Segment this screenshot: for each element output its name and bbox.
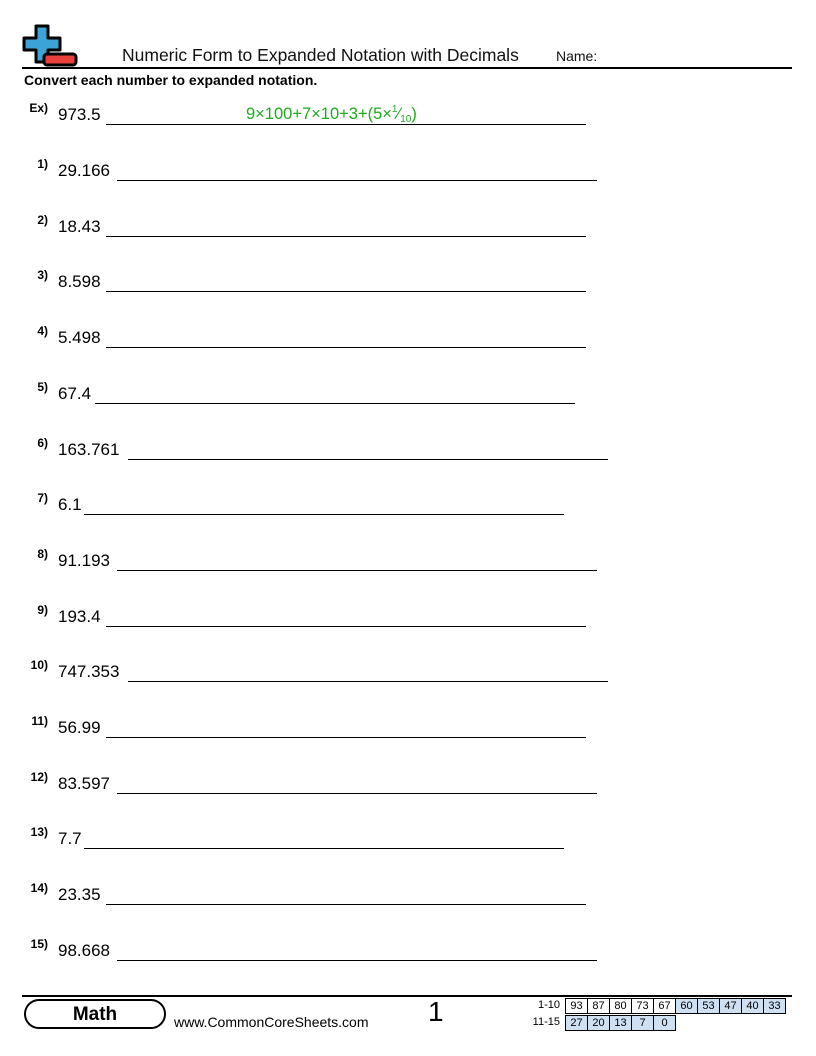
- problem-number: 7.7: [58, 829, 82, 849]
- problem-row: [0, 603, 816, 633]
- footer-divider: [22, 995, 792, 997]
- problem-row: [0, 380, 816, 410]
- problem-label: 1): [37, 157, 48, 171]
- problem-row: [0, 881, 816, 911]
- problem-number: 91.193: [58, 550, 110, 570]
- answer-line[interactable]: [106, 236, 586, 237]
- problem-label: 15): [30, 936, 48, 951]
- score-key-cell: 80: [610, 999, 632, 1014]
- problem-row: [0, 324, 816, 354]
- name-label: Name:: [556, 48, 598, 64]
- score-key-cell: 20: [588, 1016, 610, 1031]
- problem-number: 67.4: [58, 383, 92, 403]
- problem-label: 7): [37, 491, 48, 506]
- problem-label: 8): [37, 546, 48, 561]
- page-number: 1: [428, 996, 444, 1027]
- problem-row: [0, 937, 816, 967]
- example-number: 973.5: [58, 105, 101, 124]
- problem-label: 14): [30, 881, 48, 896]
- problem-number: 8.598: [58, 272, 101, 292]
- answer-line[interactable]: [106, 737, 586, 738]
- answer-line[interactable]: [95, 403, 575, 404]
- instructions: Convert each number to expanded notation.: [24, 72, 318, 88]
- problem-label: 12): [30, 769, 48, 784]
- score-key-label-1: 1-10: [537, 999, 560, 1011]
- answer-line[interactable]: [117, 180, 597, 181]
- score-key-cell: 13: [610, 1016, 632, 1031]
- problem-row: [0, 213, 816, 243]
- problem-row: [0, 658, 816, 688]
- answer-line[interactable]: [106, 904, 586, 905]
- problem-label: 3): [37, 268, 48, 283]
- score-key-row-1: [565, 998, 786, 1014]
- score-key-cell: 67: [654, 999, 676, 1014]
- plus-minus-logo-icon: [22, 22, 80, 68]
- score-key-cell: 60: [676, 999, 698, 1014]
- answer-line[interactable]: [117, 793, 597, 794]
- score-key-cell: 87: [588, 999, 610, 1014]
- problem-row: [0, 714, 816, 744]
- score-key-cell: 47: [720, 999, 742, 1014]
- problem-number: 29.166: [58, 161, 110, 180]
- problem-number: 23.35: [58, 885, 101, 905]
- problem-row: [0, 268, 816, 298]
- problem-row: [0, 547, 816, 577]
- problem-number: 18.43: [58, 216, 101, 236]
- problem-label: 2): [37, 212, 48, 227]
- score-key-cell: 0: [654, 1016, 676, 1031]
- problem-row: [0, 825, 816, 855]
- problem-number: 98.668: [58, 940, 110, 960]
- answer-line[interactable]: [84, 514, 564, 515]
- score-key-cell: 53: [698, 999, 720, 1014]
- answer-line[interactable]: [128, 681, 608, 682]
- problem-label: 4): [37, 324, 48, 339]
- score-key-cell: 33: [764, 999, 786, 1014]
- problem-number: 193.4: [58, 606, 101, 626]
- score-key-cell: 93: [566, 999, 588, 1014]
- problem-row: [0, 436, 816, 466]
- problem-label: 5): [37, 379, 48, 394]
- problem-number: 163.761: [58, 439, 120, 459]
- score-key-label-2: 11-15: [532, 1016, 560, 1028]
- score-key-cell: 7: [632, 1016, 654, 1031]
- site-url: www.CommonCoreSheets.com: [174, 1014, 369, 1030]
- problem-label: 13): [30, 825, 48, 840]
- answer-line[interactable]: [106, 291, 586, 292]
- answer-line[interactable]: [128, 459, 608, 460]
- score-key-cell: 27: [566, 1016, 588, 1031]
- answer-line[interactable]: [106, 347, 586, 348]
- problem-number: 5.498: [58, 328, 101, 348]
- problem-number: 747.353: [58, 662, 120, 682]
- score-key-row-2: [565, 1015, 676, 1031]
- example-label: Ex): [29, 101, 48, 115]
- page-title: Numeric Form to Expanded Notation with Decimals: [122, 45, 519, 65]
- problem-row: [0, 770, 816, 800]
- header-divider: [22, 67, 792, 69]
- score-key-cell: 40: [742, 999, 764, 1014]
- problem-label: 9): [37, 602, 48, 617]
- problem-number: 56.99: [58, 718, 101, 737]
- answer-line[interactable]: [106, 626, 586, 627]
- answer-line[interactable]: [84, 848, 564, 849]
- problem-label: 6): [37, 435, 48, 450]
- problem-row: [0, 157, 816, 187]
- problem-number: 6.1: [58, 495, 82, 515]
- problem-label: 10): [30, 658, 48, 673]
- answer-line[interactable]: [117, 570, 597, 571]
- answer-line[interactable]: [117, 960, 597, 961]
- problem-number: 83.597: [58, 773, 110, 793]
- example-answer: $9\times 100+7\times 10+3+(5\times^1⁄_{10})$: [246, 104, 417, 125]
- score-key-cell: 73: [632, 999, 654, 1014]
- math-badge: Math: [24, 999, 166, 1029]
- problem-label: 11): [31, 714, 48, 728]
- problem-row: [0, 491, 816, 521]
